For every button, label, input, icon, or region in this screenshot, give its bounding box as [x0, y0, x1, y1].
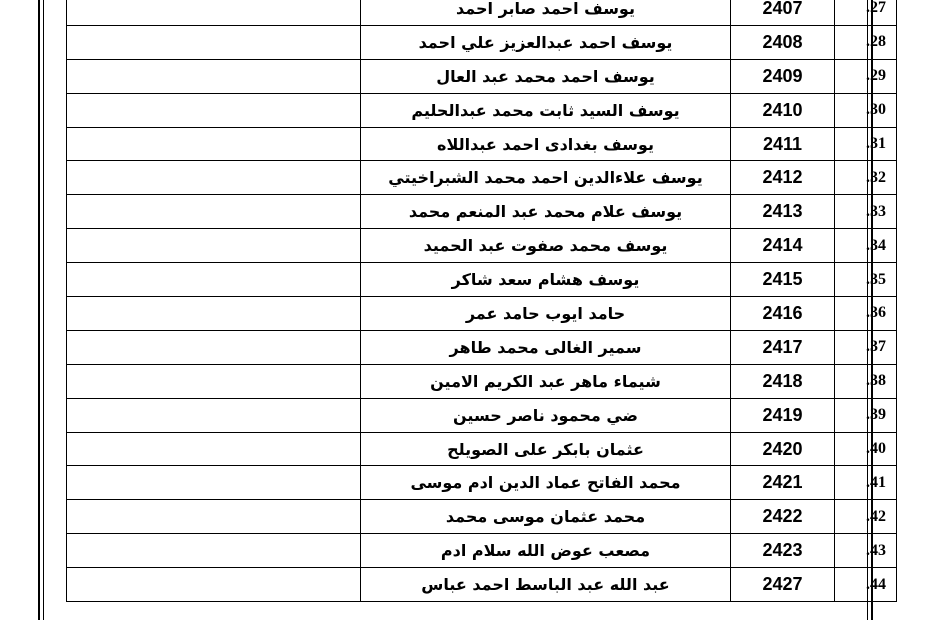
table-row	[67, 500, 897, 534]
row-number-cell	[835, 25, 897, 59]
empty-cell	[67, 364, 361, 398]
row-number-cell	[835, 127, 897, 161]
row-number: .34	[866, 236, 886, 254]
row-number-cell	[835, 297, 897, 331]
empty-cell	[67, 398, 361, 432]
table-row	[67, 229, 897, 263]
row-number: .38	[866, 372, 886, 390]
student-id-cell: 2413	[731, 195, 835, 229]
student-name-cell: سمير الغالى محمد طاهر	[361, 330, 731, 364]
student-id-cell: 2421	[731, 466, 835, 500]
table-row	[67, 195, 897, 229]
table-row	[67, 263, 897, 297]
table-row	[67, 568, 897, 602]
student-name-cell: يوسف احمد عبدالعزيز علي احمد	[361, 25, 731, 59]
student-name-cell: يوسف احمد محمد عبد العال	[361, 59, 731, 93]
student-name-cell: مصعب عوض الله سلام ادم	[361, 534, 731, 568]
student-id-cell: 2408	[731, 25, 835, 59]
row-number-cell	[835, 432, 897, 466]
row-number: .32	[866, 168, 886, 186]
student-id-cell: 2417	[731, 330, 835, 364]
empty-cell	[67, 432, 361, 466]
row-number: .30	[866, 101, 886, 119]
student-id-cell: 2415	[731, 263, 835, 297]
empty-cell	[67, 297, 361, 331]
table-row	[67, 330, 897, 364]
empty-cell	[67, 25, 361, 59]
row-number: .35	[866, 270, 886, 288]
row-number-cell	[835, 93, 897, 127]
row-number-cell	[835, 398, 897, 432]
row-number-cell	[835, 195, 897, 229]
row-number: .41	[866, 473, 886, 491]
student-name-cell: شيماء ماهر عبد الكريم الامين	[361, 364, 731, 398]
student-id-cell: 2412	[731, 161, 835, 195]
row-number: .40	[866, 440, 886, 458]
table-row	[67, 432, 897, 466]
row-number: .33	[866, 202, 886, 220]
table-row	[67, 297, 897, 331]
table-row	[67, 534, 897, 568]
row-number: .29	[866, 67, 886, 85]
row-number: .36	[866, 304, 886, 322]
row-number: .42	[866, 507, 886, 525]
student-name-cell: يوسف السيد ثابت محمد عبدالحليم	[361, 93, 731, 127]
student-id-cell: 2427	[731, 568, 835, 602]
student-id-cell: 2411	[731, 127, 835, 161]
row-number: .27	[866, 0, 886, 17]
row-number-cell	[835, 59, 897, 93]
row-number: .31	[866, 135, 886, 152]
student-id-cell: 2416	[731, 297, 835, 331]
row-number-cell	[835, 466, 897, 500]
student-id-cell: 2422	[731, 500, 835, 534]
row-number: .39	[866, 406, 886, 424]
table-row	[67, 466, 897, 500]
row-number: .28	[866, 33, 886, 51]
student-name-cell: عبد الله عبد الباسط احمد عباس	[361, 568, 731, 602]
table-row	[67, 398, 897, 432]
empty-cell	[67, 466, 361, 500]
empty-cell	[67, 93, 361, 127]
row-number: .43	[866, 541, 886, 559]
page-border-left-inner	[43, 0, 44, 620]
table-row	[67, 364, 897, 398]
empty-cell	[67, 330, 361, 364]
student-name-cell: محمد عثمان موسى محمد	[361, 500, 731, 534]
student-name-cell: يوسف هشام سعد شاكر	[361, 263, 731, 297]
row-number: .44	[866, 575, 886, 593]
student-name-cell: محمد الفاتح عماد الدين ادم موسى	[361, 466, 731, 500]
empty-cell	[67, 195, 361, 229]
empty-cell	[67, 59, 361, 93]
table-row	[67, 59, 897, 93]
student-name-cell: عثمان بابكر على الصويلح	[361, 432, 731, 466]
student-id-cell: 2423	[731, 534, 835, 568]
student-id-cell: 2420	[731, 432, 835, 466]
empty-cell	[67, 127, 361, 161]
student-id-cell: 2419	[731, 398, 835, 432]
row-number-cell	[835, 0, 897, 25]
empty-cell	[67, 500, 361, 534]
table-row	[67, 93, 897, 127]
row-number-cell	[835, 229, 897, 263]
table-row	[67, 25, 897, 59]
empty-cell	[67, 0, 361, 25]
student-id-cell: 2414	[731, 229, 835, 263]
roster-body	[67, 0, 897, 602]
student-name-cell: يوسف علاءالدين احمد محمد الشبراخيتي	[361, 161, 731, 195]
row-number: .37	[866, 338, 886, 356]
student-name-cell: يوسف احمد صابر احمد	[361, 0, 731, 25]
row-number-cell	[835, 534, 897, 568]
student-name-cell: يوسف بغدادى احمد عبداللاه	[361, 127, 731, 161]
student-name-cell: حامد ايوب حامد عمر	[361, 297, 731, 331]
row-number-cell	[835, 263, 897, 297]
student-id-cell: 2410	[731, 93, 835, 127]
row-number-cell	[835, 568, 897, 602]
page-border-left-outer	[38, 0, 40, 620]
empty-cell	[67, 263, 361, 297]
row-number-cell	[835, 364, 897, 398]
empty-cell	[67, 229, 361, 263]
table-row	[67, 0, 897, 25]
student-name-cell: يوسف علام محمد عبد المنعم محمد	[361, 195, 731, 229]
empty-cell	[67, 161, 361, 195]
student-name-cell: يوسف محمد صفوت عبد الحميد	[361, 229, 731, 263]
student-roster-table	[66, 0, 897, 602]
student-id-cell: 2409	[731, 59, 835, 93]
row-number-cell	[835, 161, 897, 195]
empty-cell	[67, 534, 361, 568]
empty-cell	[67, 568, 361, 602]
row-number-cell	[835, 330, 897, 364]
student-id-cell: 2407	[731, 0, 835, 25]
student-name-cell: ضي محمود ناصر حسين	[361, 398, 731, 432]
table-row	[67, 127, 897, 161]
student-id-cell: 2418	[731, 364, 835, 398]
table-row	[67, 161, 897, 195]
row-number-cell	[835, 500, 897, 534]
